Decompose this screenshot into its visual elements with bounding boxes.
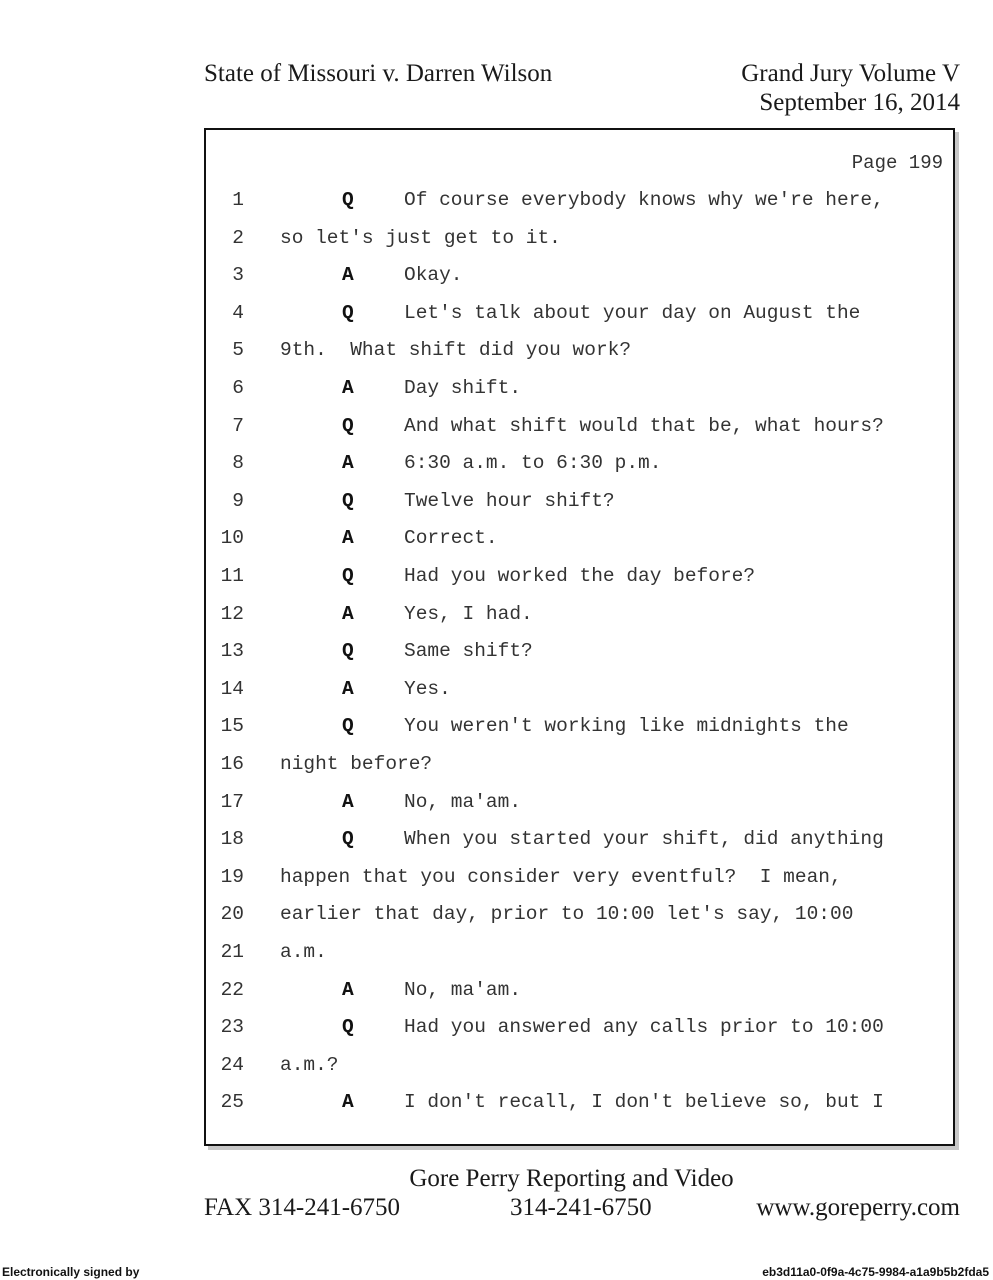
transcript-line (206, 408, 951, 445)
transcript-line (206, 859, 951, 896)
fax-number: FAX 314-241-6750 (204, 1194, 401, 1221)
speaker-label: A (342, 790, 354, 813)
line-text: No, ma'am. (404, 790, 522, 813)
transcript-line (206, 671, 951, 708)
transcript-line (206, 708, 951, 745)
line-number: 17 (220, 790, 244, 813)
line-number: 8 (232, 452, 244, 475)
speaker-label: A (342, 677, 354, 700)
transcript-line (206, 220, 951, 257)
transcript-line (206, 821, 951, 858)
speaker-label: A (342, 1091, 354, 1114)
line-number: 3 (232, 264, 244, 287)
hearing-date: September 16, 2014 (759, 89, 960, 116)
line-text: And what shift would that be, what hours? (404, 414, 884, 437)
speaker-label: Q (342, 565, 354, 587)
transcript-line (206, 633, 951, 670)
line-text: Correct. (404, 527, 498, 550)
line-number: 23 (220, 1016, 244, 1039)
transcript-line (206, 295, 951, 332)
speaker-label: Q (342, 189, 354, 211)
speaker-label: Q (342, 301, 354, 324)
line-text: Same shift? (404, 640, 533, 663)
line-text: Yes. (404, 677, 451, 700)
signature-label: Electronically signed by (2, 1265, 140, 1279)
line-text: I don't recall, I don't believe so, but I (404, 1091, 884, 1114)
transcript-line (206, 483, 951, 520)
page-number: Page 199 (851, 152, 943, 174)
speaker-label: A (342, 602, 354, 625)
line-number: 24 (220, 1053, 244, 1076)
line-text: You weren't working like midnights the (404, 715, 849, 738)
speaker-label: Q (342, 489, 354, 512)
line-text: happen that you consider very eventful? I mean, (280, 865, 842, 888)
line-number: 6 (232, 377, 244, 399)
speaker-label: Q (342, 414, 354, 437)
transcript-line (206, 896, 951, 933)
line-text: When you started your shift, did anything (404, 828, 884, 851)
speaker-label: A (342, 978, 354, 1001)
line-text: Okay. (404, 264, 463, 287)
transcript-line (206, 934, 951, 971)
transcript-line (206, 445, 951, 482)
transcript-line (206, 746, 951, 783)
line-text: Had you answered any calls prior to 10:00 (404, 1016, 884, 1039)
line-text: a.m.? (280, 1053, 339, 1076)
line-text: so let's just get to it. (280, 226, 561, 249)
transcript-line (206, 520, 951, 557)
line-number: 22 (220, 978, 244, 1001)
transcript-line (206, 1084, 951, 1121)
speaker-label: Q (342, 1016, 354, 1039)
transcript-line (206, 784, 951, 821)
line-number: 21 (220, 941, 244, 963)
transcript-line (206, 182, 951, 219)
line-text: 6:30 a.m. to 6:30 p.m. (404, 452, 662, 475)
signature-hash: eb3d11a0-0f9a-4c75-9984-a1a9b5b2fda5 (762, 1265, 989, 1279)
line-number: 15 (220, 715, 244, 738)
transcript-line (206, 596, 951, 633)
transcript-page (204, 128, 955, 1146)
line-number: 4 (232, 301, 244, 324)
transcript-line (206, 1047, 951, 1084)
line-text: night before? (280, 753, 433, 775)
line-number: 16 (220, 753, 244, 775)
volume-label: Grand Jury Volume V (741, 60, 960, 87)
speaker-label: A (342, 264, 354, 287)
line-number: 13 (220, 640, 244, 663)
case-title: State of Missouri v. Darren Wilson (204, 60, 553, 87)
line-text: 9th. What shift did you work? (280, 339, 632, 362)
line-text: Let's talk about your day on August the (404, 301, 861, 324)
transcript-line (206, 972, 951, 1009)
line-number: 11 (220, 565, 244, 587)
speaker-label: Q (342, 715, 354, 738)
website-link[interactable]: www.goreperry.com (756, 1194, 960, 1221)
transcript-line (206, 257, 951, 294)
line-number: 2 (232, 226, 244, 249)
speaker-label: Q (342, 828, 354, 851)
speaker-label: A (342, 452, 354, 475)
line-text: Yes, I had. (404, 602, 533, 625)
line-number: 12 (220, 602, 244, 625)
line-number: 18 (220, 828, 244, 851)
line-number: 25 (220, 1091, 244, 1114)
line-number: 5 (232, 339, 244, 362)
line-number: 9 (232, 489, 244, 512)
line-text: Had you worked the day before? (404, 565, 756, 587)
line-number: 1 (232, 189, 244, 211)
speaker-label: A (342, 527, 354, 550)
speaker-label: Q (342, 640, 354, 663)
speaker-label: A (342, 377, 354, 399)
transcript-line (206, 370, 951, 407)
line-text: earlier that day, prior to 10:00 let's say, 10:00 (280, 903, 854, 926)
line-number: 7 (232, 414, 244, 437)
transcript-line (206, 1009, 951, 1046)
line-text: Twelve hour shift? (404, 489, 615, 512)
transcript-line (206, 558, 951, 595)
reporting-firm: Gore Perry Reporting and Video (409, 1165, 734, 1192)
line-text: a.m. (280, 941, 327, 963)
line-number: 14 (220, 677, 244, 700)
line-text: Of course everybody knows why we're here, (404, 189, 884, 211)
line-number: 19 (220, 865, 244, 888)
transcript-line (206, 332, 951, 369)
phone-number: 314-241-6750 (510, 1194, 652, 1221)
line-number: 10 (220, 527, 244, 550)
line-text: No, ma'am. (404, 978, 522, 1001)
line-text: Day shift. (404, 377, 522, 399)
line-number: 20 (220, 903, 244, 926)
